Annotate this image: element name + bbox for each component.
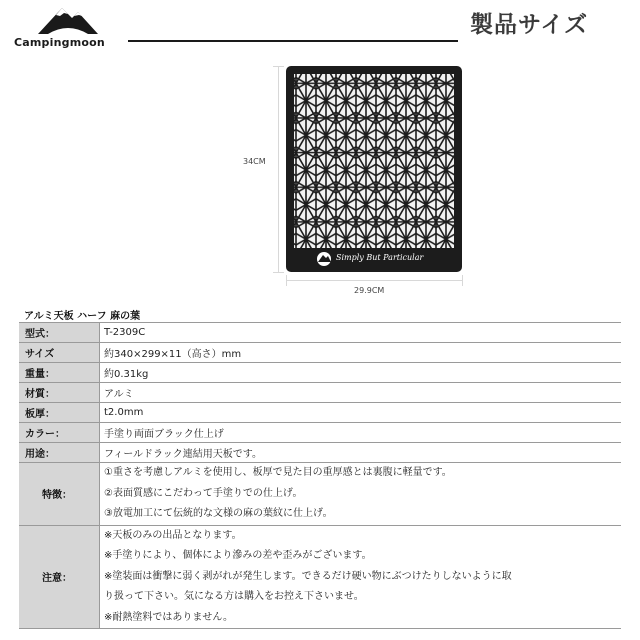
spec-row-thickness <box>19 403 621 423</box>
note-line: ※塗装面は衝撃に弱く剥がれが発生します。できるだけ硬い物にぶつけたりしないように取 <box>104 570 512 582</box>
spec-value: フィールドラック連結用天板です。 <box>100 443 622 463</box>
height-dimension-line <box>278 66 279 272</box>
spec-label: サイズ <box>19 343 100 363</box>
spec-label: カラー： <box>19 423 100 443</box>
tabletop-image <box>286 66 462 272</box>
spec-label: 注意： <box>19 525 100 629</box>
brand-logo <box>14 4 124 54</box>
feature-line: ②表面質感にこだわって手塗りでの仕上げ。 <box>104 487 303 499</box>
spec-label: 特徴： <box>19 463 100 526</box>
width-dimension-tick <box>286 275 287 286</box>
spec-row-model <box>19 323 621 343</box>
width-dimension-line <box>286 280 462 281</box>
spec-value: 約340×299×11（高さ）mm <box>100 343 622 363</box>
spec-row-notes <box>19 525 621 629</box>
spec-label: 材質： <box>19 383 100 403</box>
header-divider <box>128 40 458 42</box>
product-figure <box>0 60 640 300</box>
height-dimension-label: 34CM <box>243 157 266 166</box>
spec-row-use <box>19 443 621 463</box>
feature-line: ③放電加工にて伝統的な文様の麻の葉紋に仕上げ。 <box>104 508 333 519</box>
note-line: ※耐熱塗料ではありません。 <box>104 611 233 623</box>
spec-value: 手塗り両面ブラック仕上げ <box>100 423 622 443</box>
note-line: り扱って下さい。気になる方は購入をお控え下さいませ。 <box>104 591 364 602</box>
spec-label: 型式： <box>19 323 100 343</box>
spec-value <box>100 463 622 526</box>
spec-row-color <box>19 423 621 443</box>
width-dimension-tick <box>462 275 463 286</box>
mountain-logo-icon <box>36 4 100 36</box>
spec-row-features <box>19 463 621 526</box>
spec-value: アルミ <box>100 383 622 403</box>
spec-value: 約0.31kg <box>100 363 622 383</box>
height-dimension-tick <box>273 272 284 273</box>
width-dimension-label: 29.9CM <box>354 286 385 295</box>
spec-label: 板厚： <box>19 403 100 423</box>
spec-row-weight <box>19 363 621 383</box>
feature-line: ①重さを考慮しアルミを使用し、板厚で見た目の重厚感とは裏腹に軽量です。 <box>104 467 452 478</box>
plate-mountain-icon <box>317 252 331 266</box>
page-header <box>0 0 640 60</box>
page-title: 製品サイズ <box>470 12 589 38</box>
note-line: ※手塗りにより、個体により滲みの差や歪みがございます。 <box>104 550 372 561</box>
note-line: ※天板のみの出品となります。 <box>104 529 242 541</box>
spec-value: t2.0mm <box>100 403 622 423</box>
spec-row-size <box>19 343 621 363</box>
plate-engraving-text: Simply But Particular <box>336 253 424 262</box>
spec-row-material <box>19 383 621 403</box>
spec-value: T-2309C <box>100 323 622 343</box>
height-dimension-tick <box>273 66 284 67</box>
product-name: アルミ天板 ハーフ 麻の葉 <box>24 311 141 322</box>
spec-value <box>100 525 622 629</box>
brand-name: Campingmoon <box>14 36 105 49</box>
spec-label: 用途： <box>19 443 100 463</box>
asanoha-pattern-plate <box>286 66 462 272</box>
spec-table <box>19 322 621 629</box>
spec-label: 重量： <box>19 363 100 383</box>
